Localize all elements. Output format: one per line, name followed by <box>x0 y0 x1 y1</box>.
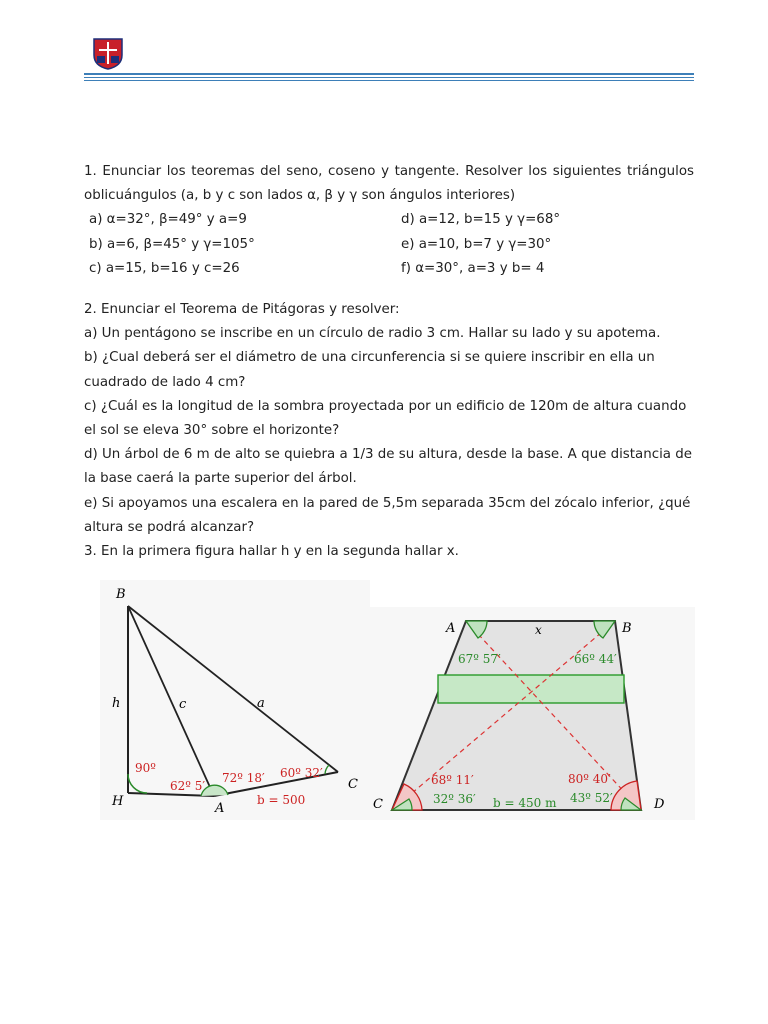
side-h-label: h <box>112 696 121 711</box>
header-rule-mid <box>84 77 694 78</box>
exercise-sheet <box>84 160 694 564</box>
q1-item-c: c) a=15, b=16 y c=26 <box>89 260 240 276</box>
vertex-c-label: C <box>373 797 383 812</box>
angle-a2-label: 72º 18′ <box>222 771 265 785</box>
side-b-label: b = 450 m <box>493 796 557 810</box>
side-c-label: c <box>179 697 187 712</box>
q2-item-a: a) Un pentágono se inscribe en un círculo de radio 3 cm. Hallar su lado y su apotema. <box>84 326 661 342</box>
q2-item-e: e) Si apoyamos una escalera en la pared de 5,5m separada 35cm del zócalo inferior, ¿qué altura se podrá alcanzar? <box>84 495 691 535</box>
angle-c-red-label: 68º 11′ <box>431 773 474 787</box>
angle-a-label: 67º 57′ <box>458 652 501 666</box>
vertex-h-label: H <box>112 794 124 809</box>
school-crest-icon <box>93 38 123 70</box>
vertex-a-label: A <box>215 801 225 816</box>
q2-item-d: d) Un árbol de 6 m de alto se quiebra a 1/3 de su altura, desde la base. A que distancia de la base caerá la parte superior del árbol. <box>84 447 692 487</box>
q2-title: 2. Enunciar el Teorema de Pitágoras y resolver: <box>84 302 400 318</box>
q1-items <box>84 208 694 281</box>
q1-item-e: e) a=10, b=7 y γ=30° <box>401 236 552 252</box>
figure-trapezoid <box>365 607 695 820</box>
side-b-label: b = 500 <box>257 793 306 807</box>
q1-statement: 1. Enunciar los teoremas del seno, coseno y tangente. Resolver los siguientes triángulos oblicuángulos (a, b y c son lados α, β y γ son ángulos interiores) <box>84 164 694 204</box>
side-a-label: a <box>257 696 265 711</box>
angle-c-green-label: 32º 36′ <box>433 792 476 806</box>
q3-statement: 3. En la primera figura hallar h y en la segunda hallar x. <box>84 544 459 560</box>
angle-b-label: 66º 44′ <box>574 652 617 666</box>
vertex-a-label: A <box>446 621 456 636</box>
vertex-c-label: C <box>348 777 358 792</box>
q1-item-a: a) α=32°, β=49° y a=9 <box>89 212 247 228</box>
green-band <box>438 675 624 703</box>
q2-item-c: c) ¿Cuál es la longitud de la sombra proyectada por un edificio de 120m de altura cuando el sol se eleva 30° sobre el horizonte? <box>84 398 687 439</box>
figure-triangle <box>100 580 370 820</box>
header-rule-thick <box>84 73 694 75</box>
vertex-d-label: D <box>654 797 665 812</box>
vertex-b-label: B <box>622 621 632 636</box>
angle-a1-label: 62º 5′ <box>170 779 206 793</box>
side-x-label: x <box>535 623 542 637</box>
vertex-b-label: B <box>116 587 126 602</box>
q1-item-d: d) a=12, b=15 y γ=68° <box>401 212 561 228</box>
q1-item-f: f) α=30°, a=3 y b= 4 <box>401 260 545 276</box>
angle-d-green-label: 43º 52′ <box>570 791 613 805</box>
angle-c-label: 60º 32′ <box>280 766 323 780</box>
angle-h-label: 90º <box>135 761 156 775</box>
header-rule-thin <box>84 80 694 81</box>
angle-d-red-label: 80º 40′ <box>568 772 611 786</box>
q1-item-b: b) a=6, β=45° y γ=105° <box>89 236 255 252</box>
q2-item-b: b) ¿Cual deberá ser el diámetro de una circunferencia si se quiere inscribir en ella un cuadrado de lado 4 cm? <box>84 350 655 390</box>
